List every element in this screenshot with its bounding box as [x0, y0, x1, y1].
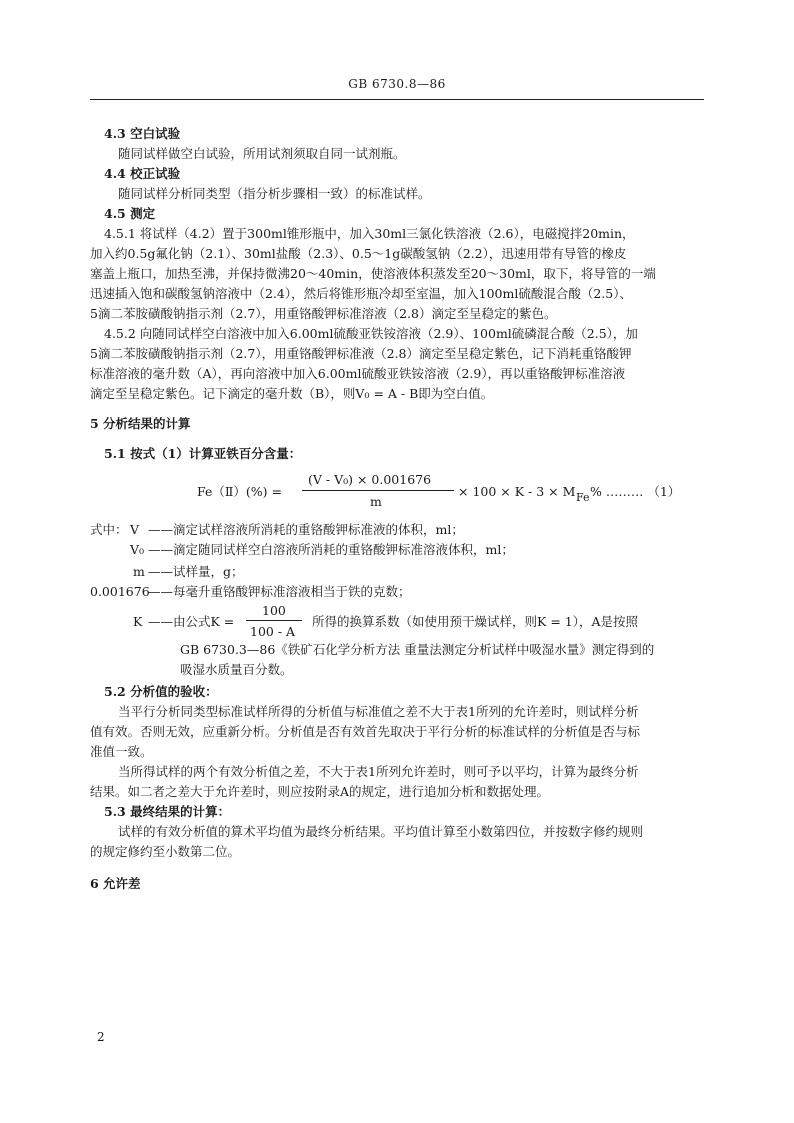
section-5-heading: 5 分析结果的计算	[90, 416, 191, 431]
def-symbol: m	[133, 564, 145, 579]
section-4-4-body: 随同试样分析同类型（指分析步骤相一致）的标准试样。	[118, 186, 431, 201]
section-5-3-line: 的规定修约至小数第二位。	[90, 844, 241, 859]
header-rule	[90, 99, 704, 100]
formula-tail: % ……… （1）	[590, 484, 681, 499]
section-4-5-1-line: 迅速插入饱和碳酸氢钠溶液中（2.4），然后将锥形瓶冷却至室温，加入100ml硫酸混合酸（2.5）、	[90, 286, 632, 301]
section-5-2-line: 结果。如二者之差大于允许差时，则应按附录A的规定，进行追加分析和数据处理。	[90, 784, 550, 799]
section-4-5-1-line: 4.5.1 将试样（4.2）置于300ml锥形瓶中，加入30ml三氯化铁溶液（2.6），电磁搅拌20min，	[104, 226, 635, 241]
section-6-heading: 6 允许差	[90, 876, 141, 891]
k-pre: ——由公式K =	[148, 614, 235, 629]
section-5-3-line: 试样的有效分析值的算术平均值为最终分析结果。平均值计算至小数第四位，并按数字修约规则	[118, 824, 644, 839]
def-symbol: V₀	[130, 542, 145, 557]
section-5-2-line: 当平行分析同类型标准试样所得的分析值与标准值之差不大于表1所列的允许差时，则试样分析	[118, 704, 639, 719]
page-header: GB 6730.8—86	[348, 77, 446, 91]
formula-numerator: (V - V₀) × 0.001676	[308, 472, 432, 487]
k-post: 所得的换算系数（如使用预干燥试样，则K = 1），A是按照	[312, 614, 638, 629]
section-5-1-heading: 5.1 按式（1）计算亚铁百分含量：	[104, 446, 302, 461]
def-text: ——滴定随同试样空白溶液所消耗的重铬酸钾标准溶液体积，ml；	[148, 542, 514, 557]
section-5-2-heading: 5.2 分析值的验收：	[104, 684, 218, 699]
def-text: ——试样量，g；	[148, 564, 244, 579]
k-line3: 吸湿水质量百分数。	[180, 662, 293, 677]
k-line2: GB 6730.3—86《铁矿石化学分析方法 重量法测定分析试样中吸湿水量》测定得到的	[180, 642, 655, 657]
section-4-5-2-line: 4.5.2 向随同试样空白溶液中加入6.00ml硫酸亚铁铵溶液（2.9）、100ml硫磷混合酸（2.5），加	[104, 326, 638, 341]
section-4-3-body: 随同试样做空白试验，所用试剂须取自同一试剂瓶。	[118, 146, 406, 161]
k-numerator: 100	[262, 603, 286, 618]
k-denominator: 100 - A	[250, 624, 296, 639]
section-4-5-2-line: 5滴二苯胺磺酸钠指示剂（2.7），用重铬酸钾标准液（2.8）滴定至呈稳定紫色，记下消耗重铬酸钾	[90, 346, 632, 361]
section-5-2-line: 准值一致。	[90, 744, 153, 759]
def-symbol: 0.001676	[90, 584, 150, 599]
where-label: 式中：	[90, 522, 128, 537]
section-4-5-2-line: 标准溶液的毫升数（A），再向溶液中加入6.00ml硫酸亚铁铵溶液（2.9），再以重铬酸钾标准溶液	[90, 366, 626, 381]
section-4-4-heading: 4.4 校正试验	[104, 166, 181, 181]
section-4-3-heading: 4.3 空白试验	[104, 126, 181, 141]
section-4-5-1-line: 加入约0.5g氟化钠（2.1）、30ml盐酸（2.3）、0.5～1g碳酸氢钠（2.2），迅速用带有导管的橡皮	[90, 246, 627, 261]
formula-rhs: × 100 × K - 3 × M	[458, 484, 576, 499]
formula-lhs: Fe（Ⅱ）(%) =	[197, 484, 282, 499]
section-4-5-heading: 4.5 测定	[104, 206, 156, 221]
section-4-5-1-line: 5滴二苯胺磺酸钠指示剂（2.7），用重铬酸钾标准溶液（2.8）滴定至呈稳定的紫色。	[90, 306, 557, 321]
section-4-5-2-line: 滴定至呈稳定紫色。记下滴定的毫升数（B），则V₀ = A - B即为空白值。	[90, 386, 494, 401]
def-text: ——每毫升重铬酸钾标准溶液相当于铁的克数；	[148, 584, 411, 599]
formula-subscript: Fe	[576, 491, 590, 504]
formula-fraction-bar	[302, 490, 454, 491]
section-5-3-heading: 5.3 最终结果的计算：	[104, 804, 231, 819]
formula-denominator: m	[370, 494, 382, 509]
section-5-2-line: 当所得试样的两个有效分析值之差，不大于表1所列允许差时，则可予以平均，计算为最终分析	[118, 764, 639, 779]
page-number: 2	[97, 1030, 105, 1044]
section-4-5-1-line: 塞盖上瓶口，加热至沸，并保持微沸20～40min，使溶液体积蒸发至20～30ml，取下，将导管的一端	[90, 266, 656, 281]
k-fraction-bar	[246, 620, 302, 621]
section-5-2-line: 值有效。否则无效，应重新分析。分析值是否有效首先取决于平行分析的标准试样的分析值是否与标	[90, 724, 641, 739]
def-text: ——滴定试样溶液所消耗的重铬酸钾标准液的体积，ml；	[148, 522, 464, 537]
def-symbol-k: K	[133, 614, 143, 629]
def-symbol: V	[130, 522, 140, 537]
